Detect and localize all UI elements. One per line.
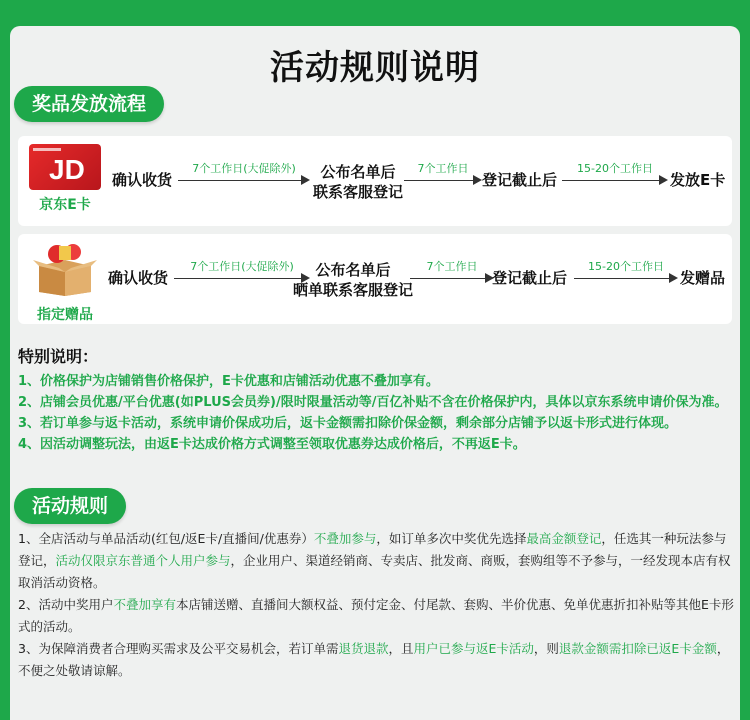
special-note-item: 3、若订单参与返卡活动，系统申请价保成功后，返卡金额需扣除价保金额，剩余部分店铺予以返卡形式进行体现。 <box>18 416 678 431</box>
special-notes <box>18 346 730 455</box>
arrow-7-workdays-promo: 7个工作日(大促除外) <box>174 258 310 288</box>
special-note-item: 1、价格保护为店铺销售价格保护，E卡优惠和店铺活动优惠不叠加享有。 <box>18 374 439 389</box>
prize-label: 指定赠品 <box>37 307 93 323</box>
step-confirm-receipt: 确认收货 <box>108 269 169 287</box>
step-deadline: 登记截止后 <box>492 269 568 287</box>
rule-item-1: 1、全店活动与单品活动(红包/返E卡/直播间/优惠券）不叠加参与，如订单多次中奖优先选择最高金额登记，任选其一种玩法参与登记，活动仅限京东普通个人用户参与，企业用户、渠道经销商、专卖店、批发商、商贩，套购组等不予参与，一经发现本店有权取消活动资格。 <box>18 531 731 590</box>
rule-item-2: 2、活动中奖用户不叠加享有本店铺送赠、直播间大额权益、预付定金、付尾款、套购、半价优惠、免单优惠折扣补贴等其他E卡形式的活动。 <box>18 597 734 634</box>
step-issue-gift: 发赠品 <box>680 269 726 287</box>
step-issue-ecard: 发放E卡 <box>670 171 726 189</box>
arrow-15-20-workdays: 15-20个工作日 <box>574 258 678 288</box>
step-confirm-receipt: 确认收货 <box>112 171 173 189</box>
arrow-7-workdays-promo: 7个工作日(大促除外) <box>178 160 310 190</box>
flow-section-label: 奖品发放流程 <box>14 86 164 122</box>
step-deadline: 登记截止后 <box>482 171 558 189</box>
gift-box-icon <box>29 242 101 296</box>
rules-body <box>18 528 734 682</box>
flow-row-ecard <box>18 136 732 226</box>
special-note-item: 2、店铺会员优惠/平台优惠(如PLUS会员券)/限时限量活动等/百亿补贴不含在价格保护内，具体以京东系统申请价保为准。 <box>18 395 728 410</box>
prize-gift <box>26 242 104 324</box>
arrow-15-20-workdays: 15-20个工作日 <box>562 160 668 190</box>
prize-label: 京东E卡 <box>39 197 91 213</box>
special-note-item: 4、因活动调整玩法，由返E卡达成价格方式调整至领取优惠券达成价格后，不再返E卡。 <box>18 437 526 452</box>
prize-ecard <box>26 144 104 214</box>
arrow-7-workdays: 7个工作日 <box>404 160 482 190</box>
jd-card-icon: JD <box>29 144 101 190</box>
rules-section-label: 活动规则 <box>14 488 126 524</box>
rule-item-3: 3、为保障消费者合理购买需求及公平交易机会，若订单需退货退款，且用户已参与返E卡活动，则退款金额需扣除已返E卡金额，不便之处敬请谅解。 <box>18 641 730 678</box>
step-register: 公布名单后 联系客服登记 <box>312 163 403 201</box>
arrow-7-workdays: 7个工作日 <box>410 258 494 288</box>
page-title: 活动规则说明 <box>270 48 480 88</box>
flow-row-gift <box>18 234 732 324</box>
step-register: 公布名单后 晒单联系客服登记 <box>292 261 413 299</box>
special-notes-heading: 特别说明： <box>18 347 99 366</box>
